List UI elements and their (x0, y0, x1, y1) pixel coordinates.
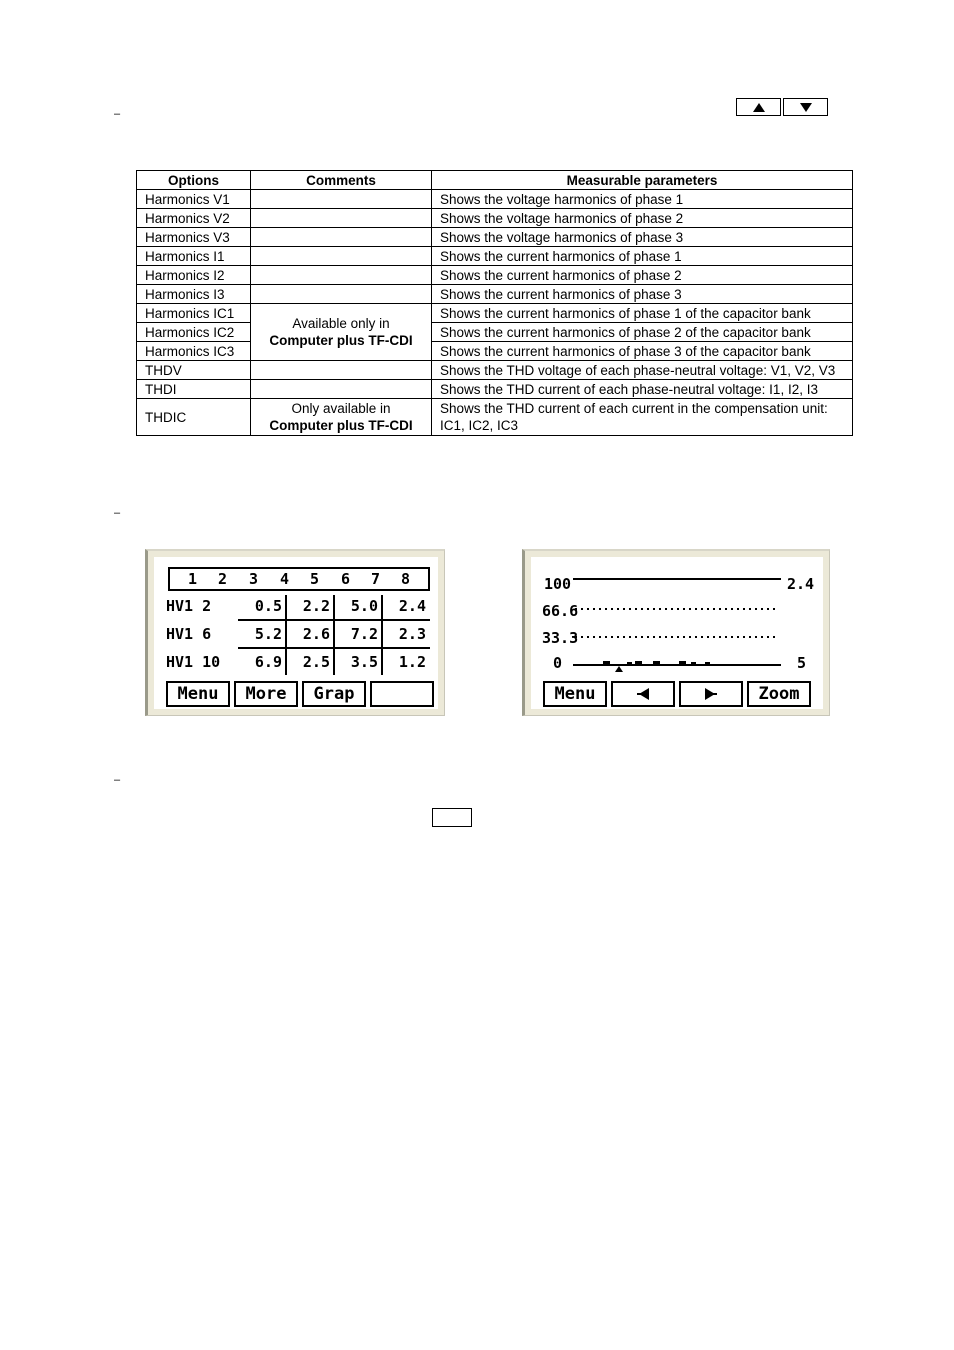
key-box[interactable] (432, 808, 472, 827)
table-row (137, 247, 853, 266)
param-cell: Shows the current harmonics of phase 1 (432, 247, 853, 266)
table-row (137, 285, 853, 304)
table-row (137, 342, 853, 361)
triangle-left-icon (637, 688, 649, 700)
zoom-softkey[interactable]: Zoom (747, 681, 811, 707)
triangle-right-icon (705, 688, 717, 700)
param-cell: Shows the voltage harmonics of phase 1 (432, 190, 853, 209)
nav-key-group (736, 98, 828, 116)
graph-softkey[interactable]: Grap (302, 681, 366, 707)
lcd-grid-line (285, 595, 287, 675)
comment-cell (251, 247, 432, 266)
table-row (137, 380, 853, 399)
param-cell: Shows the current harmonics of phase 2 of the capacitor bank (432, 323, 853, 342)
header-options: Options (137, 171, 251, 190)
param-cell: Shows the current harmonics of phase 2 (432, 266, 853, 285)
order-label: 3 (249, 570, 259, 588)
scroll-left-softkey[interactable] (611, 681, 675, 707)
table-header-row (137, 171, 853, 190)
param-cell: Shows the THD voltage of each phase-neutral voltage: V1, V2, V3 (432, 361, 853, 380)
lcd-cell: 2.6 (302, 625, 330, 643)
lcd-cell: 5.0 (350, 597, 378, 615)
more-softkey[interactable]: More (234, 681, 298, 707)
table-row (137, 228, 853, 247)
y-label-0: 0 (553, 654, 563, 672)
option-cell: Harmonics V3 (137, 228, 251, 247)
lcd-grid-line (333, 595, 335, 675)
comment-bold: Computer plus TF-CDI (269, 333, 413, 348)
harmonics-bar-graph (531, 557, 827, 677)
top-right-value: 2.4 (787, 575, 815, 593)
table-row (137, 399, 853, 436)
lcd-grid-line (381, 595, 383, 675)
menu-softkey[interactable]: Menu (166, 681, 230, 707)
comment-cell (251, 209, 432, 228)
harmonics-options-table (136, 170, 853, 436)
comment-prefix: Available only in (292, 316, 390, 331)
order-label: 7 (371, 570, 381, 588)
param-cell: Shows the current harmonics of phase 3 of the capacitor bank (432, 342, 853, 361)
option-cell: Harmonics I3 (137, 285, 251, 304)
lcd-screen (531, 557, 823, 709)
option-cell: Harmonics IC3 (137, 342, 251, 361)
table-row (137, 209, 853, 228)
comment-cell (251, 190, 432, 209)
option-cell: Harmonics IC2 (137, 323, 251, 342)
comment-prefix: Only available in (291, 401, 391, 416)
option-cell: Harmonics V2 (137, 209, 251, 228)
param-cell: Shows the THD current of each current in the compensation unit: IC1, IC2, IC3 (432, 399, 853, 436)
order-label: 4 (280, 570, 290, 588)
option-cell: THDI (137, 380, 251, 399)
comment-bold: Computer plus TF-CDI (269, 418, 413, 433)
dash-marker-2: – (114, 507, 121, 519)
table-row (137, 323, 853, 342)
up-key-button[interactable] (736, 98, 781, 116)
comment-cell-ic (251, 304, 432, 361)
lcd-row-label: HV1 2 (166, 597, 212, 615)
comment-cell (251, 285, 432, 304)
dash-marker-1: – (114, 108, 121, 120)
option-cell: THDV (137, 361, 251, 380)
lcd-harmonics-graph-panel (522, 549, 830, 716)
header-comments: Comments (251, 171, 432, 190)
comment-cell-thdic (251, 399, 432, 436)
option-cell: Harmonics IC1 (137, 304, 251, 323)
lcd-cell: 7.2 (350, 625, 378, 643)
option-cell: Harmonics I1 (137, 247, 251, 266)
lcd-row-label: HV1 10 (166, 653, 221, 671)
scroll-right-softkey[interactable] (679, 681, 743, 707)
order-label: 6 (341, 570, 351, 588)
order-label: 5 (310, 570, 320, 588)
param-cell: Shows the voltage harmonics of phase 3 (432, 228, 853, 247)
comment-cell (251, 228, 432, 247)
lcd-cell: 2.3 (398, 625, 426, 643)
blank-softkey[interactable] (370, 681, 434, 707)
order-label: 2 (218, 570, 228, 588)
param-cell: Shows the voltage harmonics of phase 2 (432, 209, 853, 228)
lcd-harmonic-order-header (168, 567, 430, 591)
lcd-screen (154, 557, 438, 709)
lcd-cell: 2.4 (398, 597, 426, 615)
comment-cell (251, 380, 432, 399)
order-label: 1 (188, 570, 198, 588)
lcd-row-label: HV1 6 (166, 625, 212, 643)
bottom-right-value: 5 (797, 654, 807, 672)
option-cell: THDIC (137, 399, 251, 436)
triangle-down-icon (800, 103, 812, 112)
option-cell: Harmonics V1 (137, 190, 251, 209)
param-cell: Shows the current harmonics of phase 1 of the capacitor bank (432, 304, 853, 323)
triangle-up-icon (753, 103, 765, 112)
lcd-cell: 3.5 (350, 653, 378, 671)
down-key-button[interactable] (783, 98, 828, 116)
lcd-cell: 2.2 (302, 597, 330, 615)
dash-marker-3: – (114, 774, 121, 786)
menu-softkey[interactable]: Menu (543, 681, 607, 707)
param-cell: Shows the current harmonics of phase 3 (432, 285, 853, 304)
table-row (137, 266, 853, 285)
comment-cell (251, 266, 432, 285)
order-label: 8 (401, 570, 411, 588)
table-row (137, 304, 853, 323)
comment-cell (251, 361, 432, 380)
param-cell: Shows the THD current of each phase-neutral voltage: I1, I2, I3 (432, 380, 853, 399)
y-label-66: 66.6 (542, 602, 579, 620)
lcd-cell: 5.2 (254, 625, 282, 643)
table-row (137, 190, 853, 209)
y-label-33: 33.3 (542, 629, 579, 647)
y-label-100: 100 (544, 575, 572, 593)
lcd-cell: 0.5 (254, 597, 282, 615)
option-cell: Harmonics I2 (137, 266, 251, 285)
lcd-harmonics-table-panel (145, 549, 445, 716)
lcd-cell: 2.5 (302, 653, 330, 671)
table-row (137, 361, 853, 380)
header-parameters: Measurable parameters (432, 171, 853, 190)
lcd-cell: 1.2 (398, 653, 426, 671)
lcd-cell: 6.9 (254, 653, 282, 671)
